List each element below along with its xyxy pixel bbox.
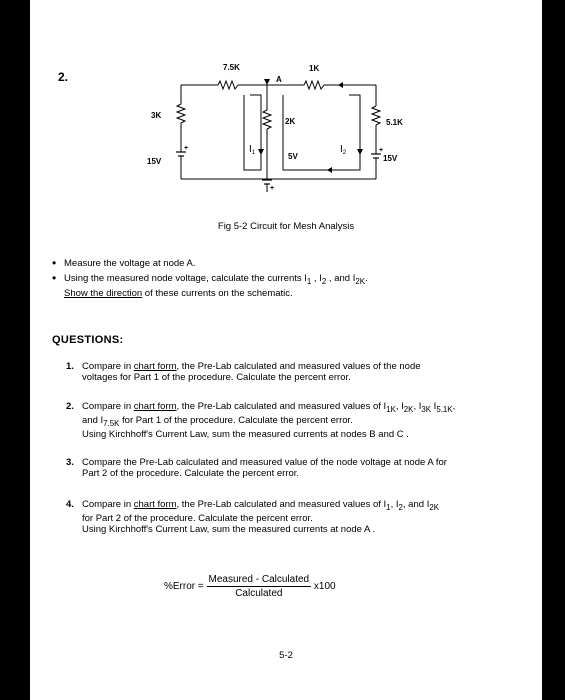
- figure-caption: Fig 5-2 Circuit for Mesh Analysis: [217, 221, 355, 232]
- arrow-i2: [357, 149, 363, 155]
- question-4: 4. Compare in chart form, the Pre-Lab calculated and measured values of $I_1$, $I_2$, and $I_{2K}$ for Part 2 of the procedure. Calculate the percent error. Using Kirchhoff's Current Law, sum the measured currents at node A .: [66, 498, 439, 535]
- label-i1: $I_1$: [249, 144, 256, 156]
- label-node-a: A: [276, 75, 282, 84]
- percent-error-formula: [164, 574, 336, 602]
- resistor-3k: [177, 104, 185, 123]
- problem-number: 2.: [58, 70, 69, 84]
- label-2k: 2K: [285, 117, 296, 126]
- arrow-i1: [258, 149, 264, 155]
- questions-list: [66, 361, 516, 535]
- formula-lhs: %Error =: [164, 581, 204, 593]
- arrow-top-right: [338, 82, 343, 88]
- label-1k: 1K: [309, 64, 320, 73]
- resistor-2k: [263, 110, 271, 129]
- resistor-7-5k: [218, 81, 238, 89]
- page-number: 5-2: [279, 650, 293, 661]
- list-item: • Using the measured node voltage, calculate the currents $I_1$ , $I_2$ , and $I_{2K}$. Show the direction of these currents on the schematic.: [52, 273, 522, 300]
- formula-multiplier: x100: [313, 581, 336, 593]
- question-1: 1. Compare in chart form, the Pre-Lab calculated and measured values of the node voltages for Part 1 of the procedure. Calculate the percent error.: [66, 361, 421, 383]
- label-plus-middle: +: [270, 185, 275, 192]
- resistor-1k: [304, 81, 324, 89]
- label-5-1k: 5.1K: [386, 118, 403, 127]
- label-3k: 3K: [151, 111, 162, 120]
- formula-denominator: Calculated: [235, 588, 283, 599]
- question-3: 3. Compare the Pre-Lab calculated and measured value of the node voltage at node A for Part 2 of the procedure. Calculate the percent error.: [66, 456, 447, 479]
- arrow-node-a: [264, 79, 270, 85]
- label-7-5k: 7.5K: [223, 63, 240, 72]
- questions-heading: QUESTIONS:: [52, 334, 124, 346]
- arrow-bottom-right: [327, 167, 332, 173]
- question-2: 2. Compare in chart form, the Pre-Lab calculated and measured values of $I_{1K}$, $I_{2K}$, $I_{3K}$ $I_{5.1K}$, and $I_{7.5K}$ for Part 1 of the procedure. Calculate the percent error. Using Kirchhoff's Current Law, sum the measured currents at nodes B and C .: [66, 401, 456, 440]
- formula-fraction: [207, 574, 312, 599]
- label-i2: $I_2$: [340, 144, 347, 156]
- label-5v: 5V: [288, 152, 298, 161]
- formula-numerator: Measured - Calculated: [208, 574, 310, 585]
- label-plus-left: +: [184, 145, 189, 152]
- document-page: [30, 0, 542, 700]
- instructions-list: [52, 258, 522, 303]
- list-item: • Measure the voltage at node A.: [52, 258, 522, 270]
- resistor-5-1k: [372, 106, 380, 125]
- label-15v-left: 15V: [147, 157, 162, 166]
- mesh-loop-i1: [244, 95, 261, 170]
- label-15v-right: 15V: [383, 154, 398, 163]
- label-plus-right: +: [379, 147, 384, 154]
- circuit-schematic: [30, 0, 542, 220]
